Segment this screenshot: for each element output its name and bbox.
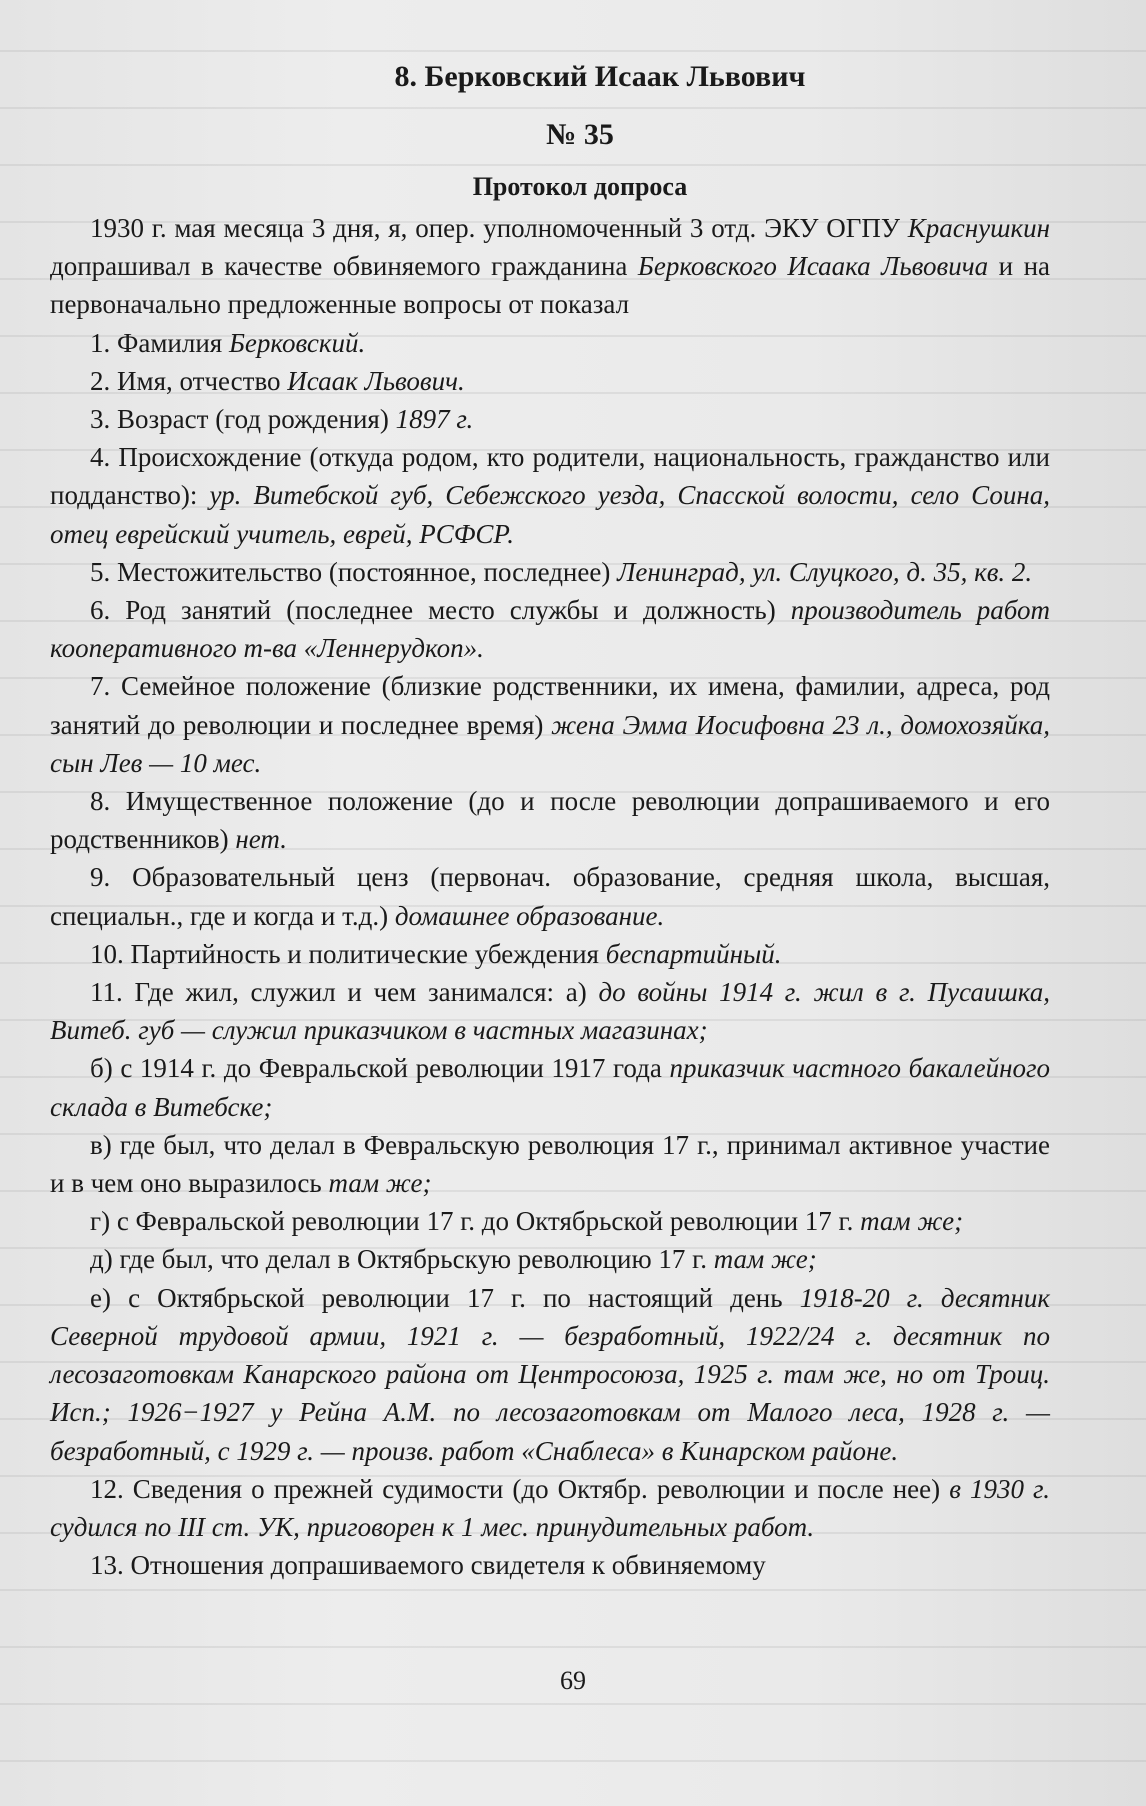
document-number: № 35 [546,118,614,151]
question-11a: 11. Где жил, служил и чем занимался: а) до войны 1914 г. жил в г. Пусаишка, Витеб. губ — служил приказчиком в частных магазинах; [50,977,1050,1046]
question-11e: д) где был, что делал в Октябрьскую революцию 17 г. там же; [90,1244,817,1275]
question-8: 8. Имущественное положение (до и после революции допрашиваемого и его родственников) нет. [50,786,1050,855]
question-13: 13. Отношения допрашиваемого свидетеля к обвиняемому [90,1550,766,1581]
intro-paragraph: 1930 г. мая месяца 3 дня, я, опер. уполномоченный 3 отд. ЭКУ ОГПУ Краснушкин допрашивал в качестве обвиняемого гражданина Берковского Исаака Львовича и на первоначально предложенные вопросы от показал [50,213,1051,320]
document-title: Протокол допроса [472,172,688,201]
page-content [50,55,1050,1584]
question-12: 12. Сведения о прежней судимости (до Октябр. революции и после нее) в 1930 г. судился по III ст. УК, приговорен к 1 мес. принудительных работ. [50,1473,1050,1542]
question-6: 6. Род занятий (последнее место службы и должность) производитель работ кооперативного т-ва «Леннерудкоп». [50,595,1050,664]
question-2: 2. Имя, отчество Исаак Львович. [90,365,465,396]
question-11f: е) с Октябрьской революции 17 г. по настоящий день 1918-20 г. десятник Северной трудовой армии, 1921 г. — безработный, 1922/24 г. десятник по лесозаготовкам Канарского района от Центросоюза, 1925 г. там же, но от Троиц. Исп.; 1926−1927 у Рейна А.М. по лесозаготовкам от Малого леса, 1928 г. — безработный, с 1929 г. — произв. работ «Снаблеса» в Кинарском районе. [50,1282,1051,1466]
page-number: 69 [560,1666,586,1695]
question-9: 9. Образовательный ценз (первонач. образование, средняя школа, высшая, специальн., где и когда и т.д.) домашнее образование. [50,862,1050,931]
question-11d: г) с Февральской революции 17 г. до Октябрьской революции 17 г. там же; [90,1206,964,1237]
question-7: 7. Семейное положение (близкие родственники, их имена, фамилии, адреса, род занятий до революции и последнее время) жена Эмма Иосифовна 23 л., домохозяйка, сын Лев — 10 мес. [50,671,1050,778]
question-11c: в) где был, что делал в Февральскую революция 17 г., принимал активное участие и в чем оно выразилось там же; [50,1129,1050,1199]
question-5: 5. Местожительство (постоянное, последнее) Ленинград, ул. Слуцкого, д. 35, кв. 2. [90,556,1033,587]
question-3: 3. Возраст (год рождения) 1897 г. [90,404,474,435]
question-11b: б) с 1914 г. до Февральской революции 1917 года приказчик частного бакалейного склада в Витебске; [50,1053,1050,1122]
question-4: 4. Происхождение (откуда родом, кто родители, национальность, гражданство или подданство): ур. Витебской губ, Себежского уезда, Спасской волости, село Соина, отец еврейский учитель, еврей, РСФСР. [50,442,1051,549]
section-heading: 8. Берковский Исаак Львович [394,60,806,93]
question-10: 10. Партийность и политические убеждения беспартийный. [90,938,782,969]
question-1: 1. Фамилия Берковский. [90,327,366,358]
